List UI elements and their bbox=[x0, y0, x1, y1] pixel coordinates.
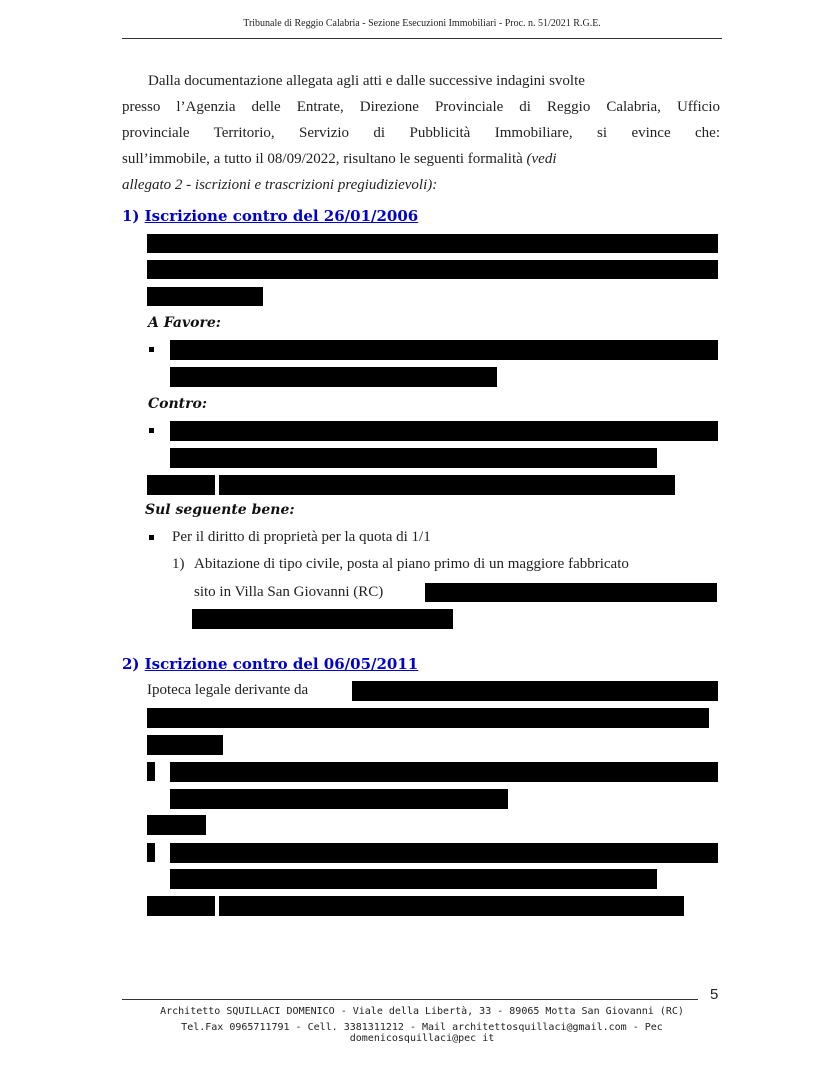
redaction-block bbox=[170, 789, 508, 809]
redaction-block bbox=[147, 843, 155, 862]
redaction-block bbox=[147, 260, 718, 279]
section-2-number: 2) bbox=[122, 655, 140, 673]
intro-line-4-italic: (vedi bbox=[526, 151, 557, 167]
intro-line-5: allegato 2 - iscrizioni e trascrizioni pregiudizievoli): bbox=[122, 177, 438, 193]
redaction-block bbox=[147, 735, 223, 755]
intro-line-3: provinciale Territorio, Servizio di Pubblicità Immobiliare, si evince che: bbox=[122, 125, 720, 141]
bullet-icon bbox=[149, 347, 154, 352]
redaction-block bbox=[147, 815, 206, 835]
intro-line-1: Dalla documentazione allegata agli atti e dalle successive indagini svolte bbox=[148, 73, 585, 89]
redaction-block bbox=[219, 896, 684, 916]
footer-divider bbox=[122, 999, 698, 1000]
item-line-2: sito in Villa San Giovanni (RC) bbox=[194, 584, 384, 600]
contro-label: Contro: bbox=[148, 396, 208, 412]
item-number: 1) bbox=[172, 556, 185, 572]
redaction-block bbox=[147, 287, 263, 306]
redaction-block bbox=[192, 609, 453, 629]
redaction-block bbox=[170, 340, 718, 360]
item-line-1: Abitazione di tipo civile, posta al piano primo di un maggiore fabbricato bbox=[194, 556, 629, 572]
section-1-number: 1) bbox=[122, 207, 140, 225]
redaction-block bbox=[170, 762, 718, 782]
ipoteca-text: Ipoteca legale derivante da bbox=[147, 682, 309, 698]
intro-line-2: presso l’Agenzia delle Entrate, Direzione Provinciale di Reggio Calabria, Ufficio bbox=[122, 99, 720, 115]
redaction-block bbox=[147, 708, 709, 728]
diritto-text: Per il diritto di proprietà per la quota di 1/1 bbox=[172, 529, 431, 545]
redaction-block bbox=[170, 843, 718, 863]
page-number: 5 bbox=[710, 986, 719, 1003]
redaction-block bbox=[219, 475, 675, 495]
redaction-block bbox=[170, 448, 657, 468]
page-header: Tribunale di Reggio Calabria - Sezione Esecuzioni Immobiliari - Proc. n. 51/2021 R.G.E. bbox=[243, 18, 601, 29]
redaction-block bbox=[170, 367, 497, 387]
intro-line-4 bbox=[122, 146, 720, 172]
favore-label: A Favore: bbox=[148, 315, 221, 331]
bullet-icon bbox=[149, 428, 154, 433]
redaction-block bbox=[170, 421, 718, 441]
redaction-block bbox=[425, 583, 717, 602]
redaction-block bbox=[147, 896, 215, 916]
redaction-block bbox=[147, 234, 718, 253]
redaction-block bbox=[352, 681, 718, 701]
bene-label: Sul seguente bene: bbox=[145, 502, 295, 518]
footer-contacts: Tel.Fax 0965711791 - Cell. 3381311212 - Mail architettosquillaci@gmail.com - Pec domenicosquillaci@pec it bbox=[181, 1022, 663, 1044]
redaction-block bbox=[170, 869, 657, 889]
section-1-title: Iscrizione contro del 26/01/2006 bbox=[144, 207, 419, 225]
section-2-title: Iscrizione contro del 06/05/2011 bbox=[144, 655, 419, 673]
redaction-block bbox=[147, 475, 215, 495]
header-divider bbox=[122, 38, 722, 39]
section-1-heading bbox=[122, 206, 418, 225]
bullet-icon bbox=[149, 535, 154, 540]
footer-address: Architetto SQUILLACI DOMENICO - Viale della Libertà, 33 - 89065 Motta San Giovanni (RC) bbox=[160, 1006, 684, 1017]
intro-line-4-text: sull’immobile, a tutto il 08/09/2022, risultano le seguenti formalità bbox=[122, 151, 523, 167]
redaction-block bbox=[147, 762, 155, 781]
section-2-heading bbox=[122, 654, 418, 673]
